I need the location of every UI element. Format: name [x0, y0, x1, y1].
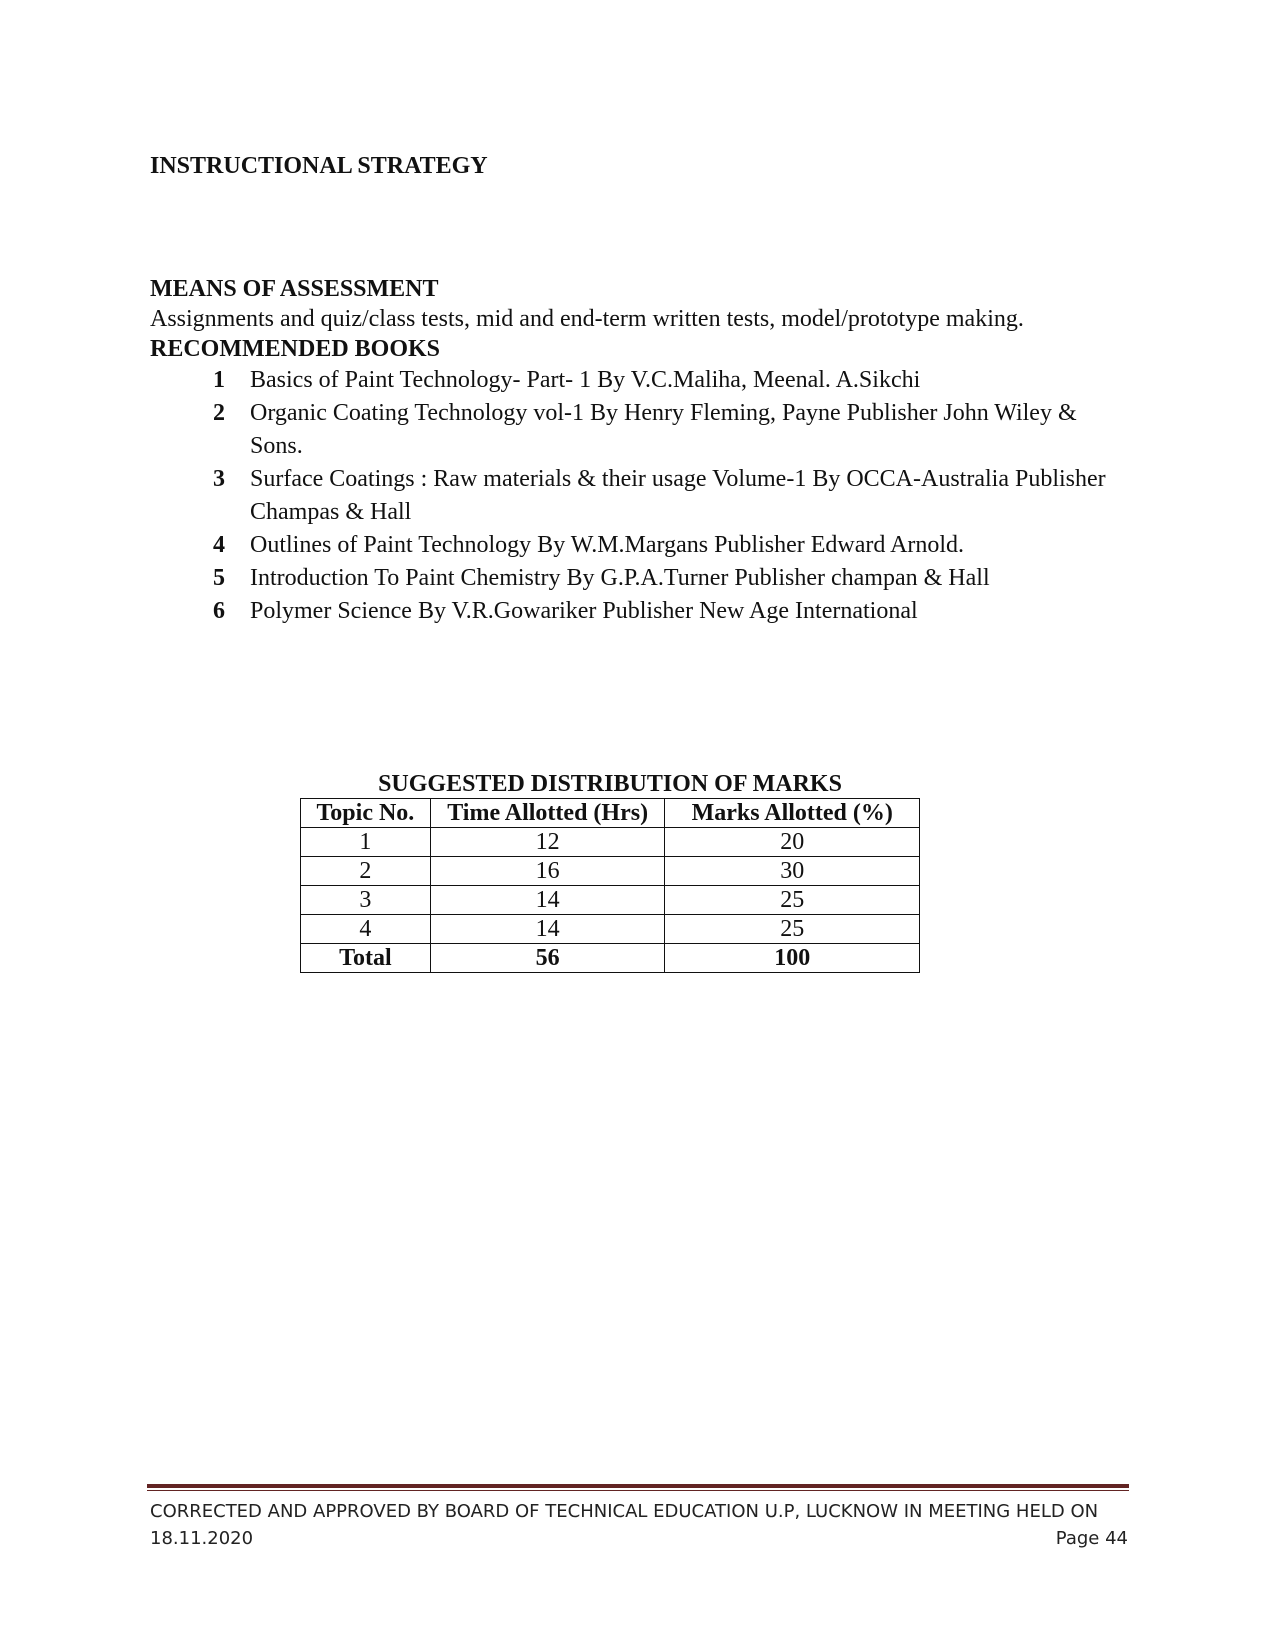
topic-cell: 3 [301, 886, 431, 915]
footer-date: 18.11.2020 [150, 1528, 254, 1549]
heading-instructional-strategy: INSTRUCTIONAL STRATEGY [150, 153, 488, 179]
page-number: Page 44 [1055, 1528, 1128, 1549]
table-header-row [301, 799, 920, 828]
time-cell: 14 [430, 886, 665, 915]
book-number: 4 [213, 532, 225, 558]
time-cell: 14 [430, 915, 665, 944]
book-number: 3 [213, 466, 225, 492]
header-marks-allotted: Marks Allotted (%) [665, 799, 920, 828]
footer-divider [147, 1484, 1129, 1488]
total-label-cell: Total [301, 944, 431, 973]
footer-approval-text: CORRECTED AND APPROVED BY BOARD OF TECHNICAL EDUCATION U.P, LUCKNOW IN MEETING HELD ON [150, 1501, 1099, 1522]
book-list [150, 364, 1130, 628]
assessment-text: Assignments and quiz/class tests, mid and end-term written tests, model/prototype making. [150, 306, 1024, 332]
header-time-allotted: Time Allotted (Hrs) [430, 799, 665, 828]
book-item [150, 463, 1130, 529]
book-title: Organic Coating Technology vol-1 By Henry Fleming, Payne Publisher John Wiley & Sons. [250, 400, 1077, 459]
marks-cell: 25 [665, 886, 920, 915]
marks-cell: 20 [665, 828, 920, 857]
book-number: 6 [213, 598, 225, 624]
marks-cell: 30 [665, 857, 920, 886]
marks-cell: 25 [665, 915, 920, 944]
book-title: Outlines of Paint Technology By W.M.Margans Publisher Edward Arnold. [250, 532, 965, 558]
marks-distribution-table [300, 798, 920, 973]
book-item [150, 364, 1130, 397]
table-total-row [301, 944, 920, 973]
table-row [301, 857, 920, 886]
book-title: Basics of Paint Technology- Part- 1 By V.C.Maliha, Meenal. A.Sikchi [250, 367, 921, 393]
time-cell: 16 [430, 857, 665, 886]
total-time-cell: 56 [430, 944, 665, 973]
topic-cell: 4 [301, 915, 431, 944]
header-topic-no: Topic No. [301, 799, 431, 828]
heading-means-of-assessment: MEANS OF ASSESSMENT [150, 276, 439, 302]
book-item [150, 529, 1130, 562]
book-title: Surface Coatings : Raw materials & their usage Volume-1 By OCCA-Australia Publisher Champas & Hall [250, 466, 1106, 525]
book-item [150, 562, 1130, 595]
table-row [301, 915, 920, 944]
footer-second-line [150, 1525, 1128, 1552]
topic-cell: 2 [301, 857, 431, 886]
marks-table-caption: SUGGESTED DISTRIBUTION OF MARKS [378, 771, 842, 797]
table-row [301, 886, 920, 915]
page-footer [150, 1498, 1128, 1552]
total-marks-cell: 100 [665, 944, 920, 973]
book-number: 5 [213, 565, 225, 591]
book-title: Polymer Science By V.R.Gowariker Publisher New Age International [250, 598, 918, 624]
book-item [150, 397, 1130, 463]
heading-recommended-books: RECOMMENDED BOOKS [150, 336, 441, 362]
book-title: Introduction To Paint Chemistry By G.P.A.Turner Publisher champan & Hall [250, 565, 990, 591]
book-number: 2 [213, 400, 225, 426]
topic-cell: 1 [301, 828, 431, 857]
book-number: 1 [213, 367, 225, 393]
table-row [301, 828, 920, 857]
book-item [150, 595, 1130, 628]
time-cell: 12 [430, 828, 665, 857]
footer-divider-thin [147, 1490, 1129, 1491]
